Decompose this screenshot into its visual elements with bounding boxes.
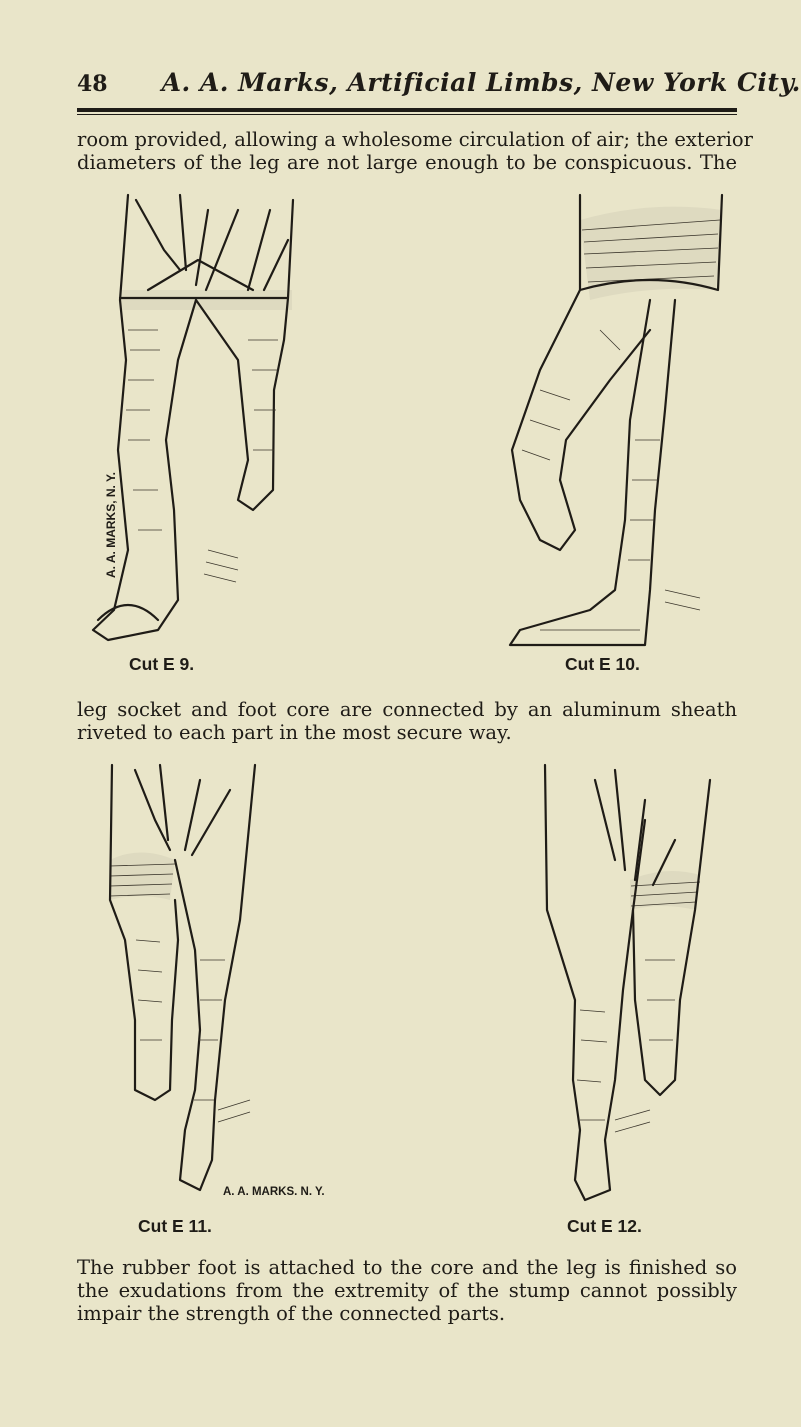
text-line: diameters of the leg are not large enough to be conspicuous. The <box>77 151 737 174</box>
paragraph-3 <box>77 1256 737 1325</box>
illustration-leg-wrapped-stump <box>100 760 290 1210</box>
text-line: The rubber foot is attached to the core and the leg is finished so <box>77 1256 737 1279</box>
figure-cut-e11 <box>100 760 290 1210</box>
caption-cut-e12: Cut E 12. <box>567 1216 642 1236</box>
engraver-mark: A. A. MARKS. N. Y. <box>223 1186 325 1198</box>
page-number: 48 <box>77 71 108 97</box>
engraver-mark: A. A. MARKS, N. Y. <box>104 471 118 578</box>
text-line: leg socket and foot core are connected by an aluminum sheath <box>77 698 737 721</box>
paragraph-2 <box>77 698 737 744</box>
illustration-leg-side-view <box>535 760 725 1215</box>
running-title: A. A. Marks, Artificial Limbs, New York City. <box>161 68 801 97</box>
header-rule-thick <box>77 108 737 112</box>
figure-cut-e12 <box>535 760 725 1215</box>
illustration-leg-bent-knee <box>500 190 730 660</box>
illustration-leg-below-knee-left <box>88 190 298 650</box>
caption-cut-e11: Cut E 11. <box>138 1216 212 1236</box>
paragraph-1 <box>77 128 753 174</box>
text-line: the exudations from the extremity of the stump cannot possibly <box>77 1279 737 1302</box>
caption-cut-e10: Cut E 10. <box>565 654 640 674</box>
caption-cut-e9: Cut E 9. <box>129 654 195 674</box>
figure-cut-e9 <box>88 190 298 650</box>
text-line: room provided, allowing a wholesome circulation of air; the exterior <box>77 128 753 151</box>
text-line: impair the strength of the connected parts. <box>77 1302 506 1325</box>
running-header <box>77 68 801 99</box>
figure-cut-e10 <box>500 190 730 660</box>
header-rule-thin <box>77 114 737 115</box>
text-line: riveted to each part in the most secure way. <box>77 721 512 744</box>
